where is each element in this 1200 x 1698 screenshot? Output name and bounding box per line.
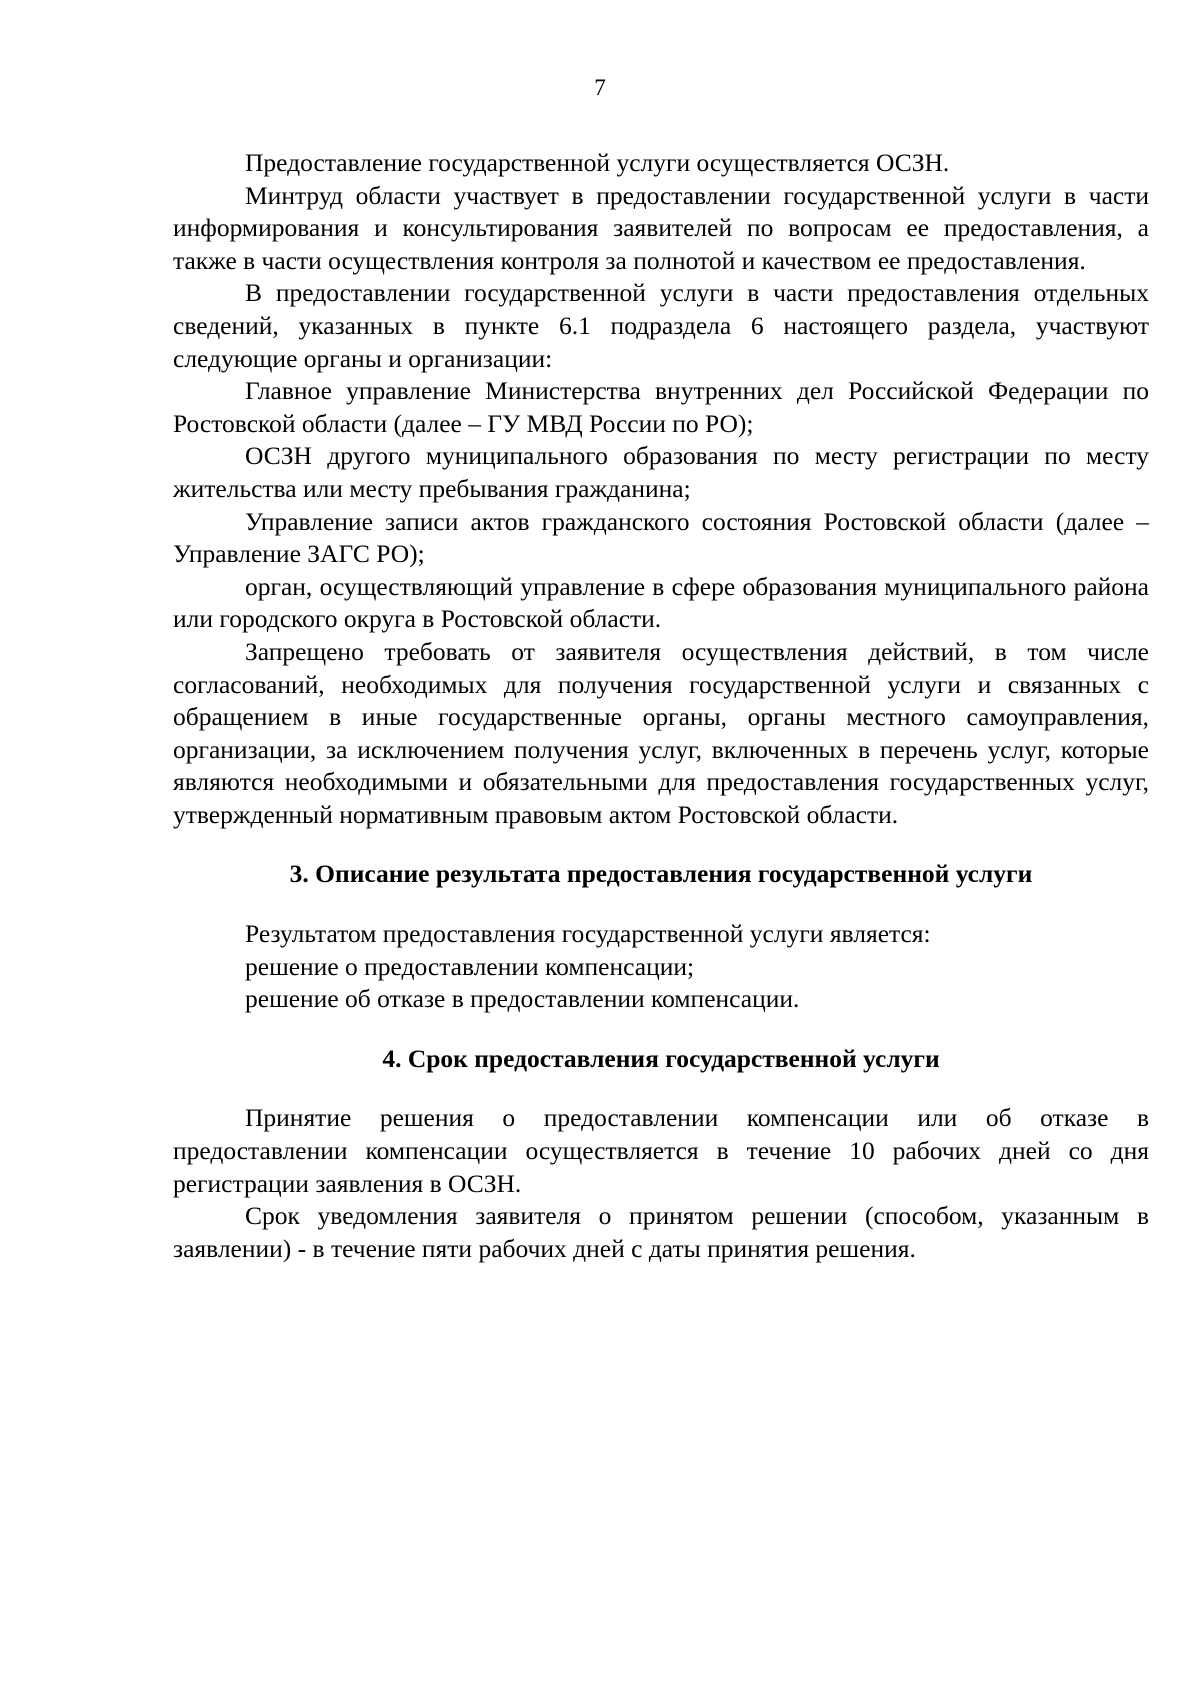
section-4-notification-term: Срок уведомления заявителя о принятом решении (способом, указанным в заявлении) - в течение пяти рабочих дней с даты принятия решения. bbox=[173, 1201, 1149, 1263]
section-3-result-grant: решение о предоставлении компенсации; bbox=[245, 951, 695, 981]
section-3-heading: 3. Описание результата предоставления государственной услуги bbox=[289, 859, 1033, 889]
section-3-result-refusal: решение об отказе в предоставлении компенсации. bbox=[245, 984, 800, 1014]
paragraph-education-body: орган, осуществляющий управление в сфере образования муниципального района или городского округа в Ростовской области. bbox=[173, 571, 1149, 634]
document-body bbox=[173, 147, 1149, 1265]
section-4-heading: 4. Срок предоставления государственной услуги bbox=[382, 1043, 940, 1073]
paragraph-zags: Управление записи актов гражданского состояния Ростовской области (далее – Управление ЗАГС РО); bbox=[173, 506, 1149, 569]
paragraph-other-ozsn: ОСЗН другого муниципального образования по месту регистрации по месту жительства или месту пребывания гражданина; bbox=[173, 441, 1149, 503]
paragraph-ozsn-provides: Предоставление государственной услуги осуществляется ОСЗН. bbox=[245, 148, 950, 177]
paragraph-gu-mvd: Главное управление Министерства внутренних дел Российской Федерации по Ростовской области (далее – ГУ МВД России по РО); bbox=[173, 376, 1149, 438]
paragraph-mintrud-role: Минтруд области участвует в предоставлении государственной услуги в части информирования и консультирования заявителей по вопросам ее предоставления, а также в части осуществления контроля за полнотой и качеством ее предоставления. bbox=[173, 180, 1149, 275]
paragraph-prohibition: Запрещено требовать от заявителя осуществления действий, в том числе согласований, необходимых для получения государственной услуги и связанных с обращением в иные государственные органы, органы местного самоуправления, организации, за исключением получения услуг, включенных в перечень услуг, которые являются необходимыми и обязательными для предоставления государственных услуг, утвержденный нормативным правовым актом Ростовской области. bbox=[173, 636, 1149, 829]
section-3-result-intro: Результатом предоставления государственной услуги является: bbox=[245, 919, 931, 949]
section-4-decision-term: Принятие решения о предоставлении компенсации или об отказе в предоставлении компенсации осуществляется в течение 10 рабочих дней со дня регистрации заявления в ОСЗН. bbox=[173, 1103, 1149, 1198]
paragraph-participating-bodies: В предоставлении государственной услуги в части предоставления отдельных сведений, указанных в пункте 6.1 подраздела 6 настоящего раздела, участвуют следующие органы и организации: bbox=[173, 278, 1149, 373]
page-number: 7 bbox=[594, 75, 606, 100]
